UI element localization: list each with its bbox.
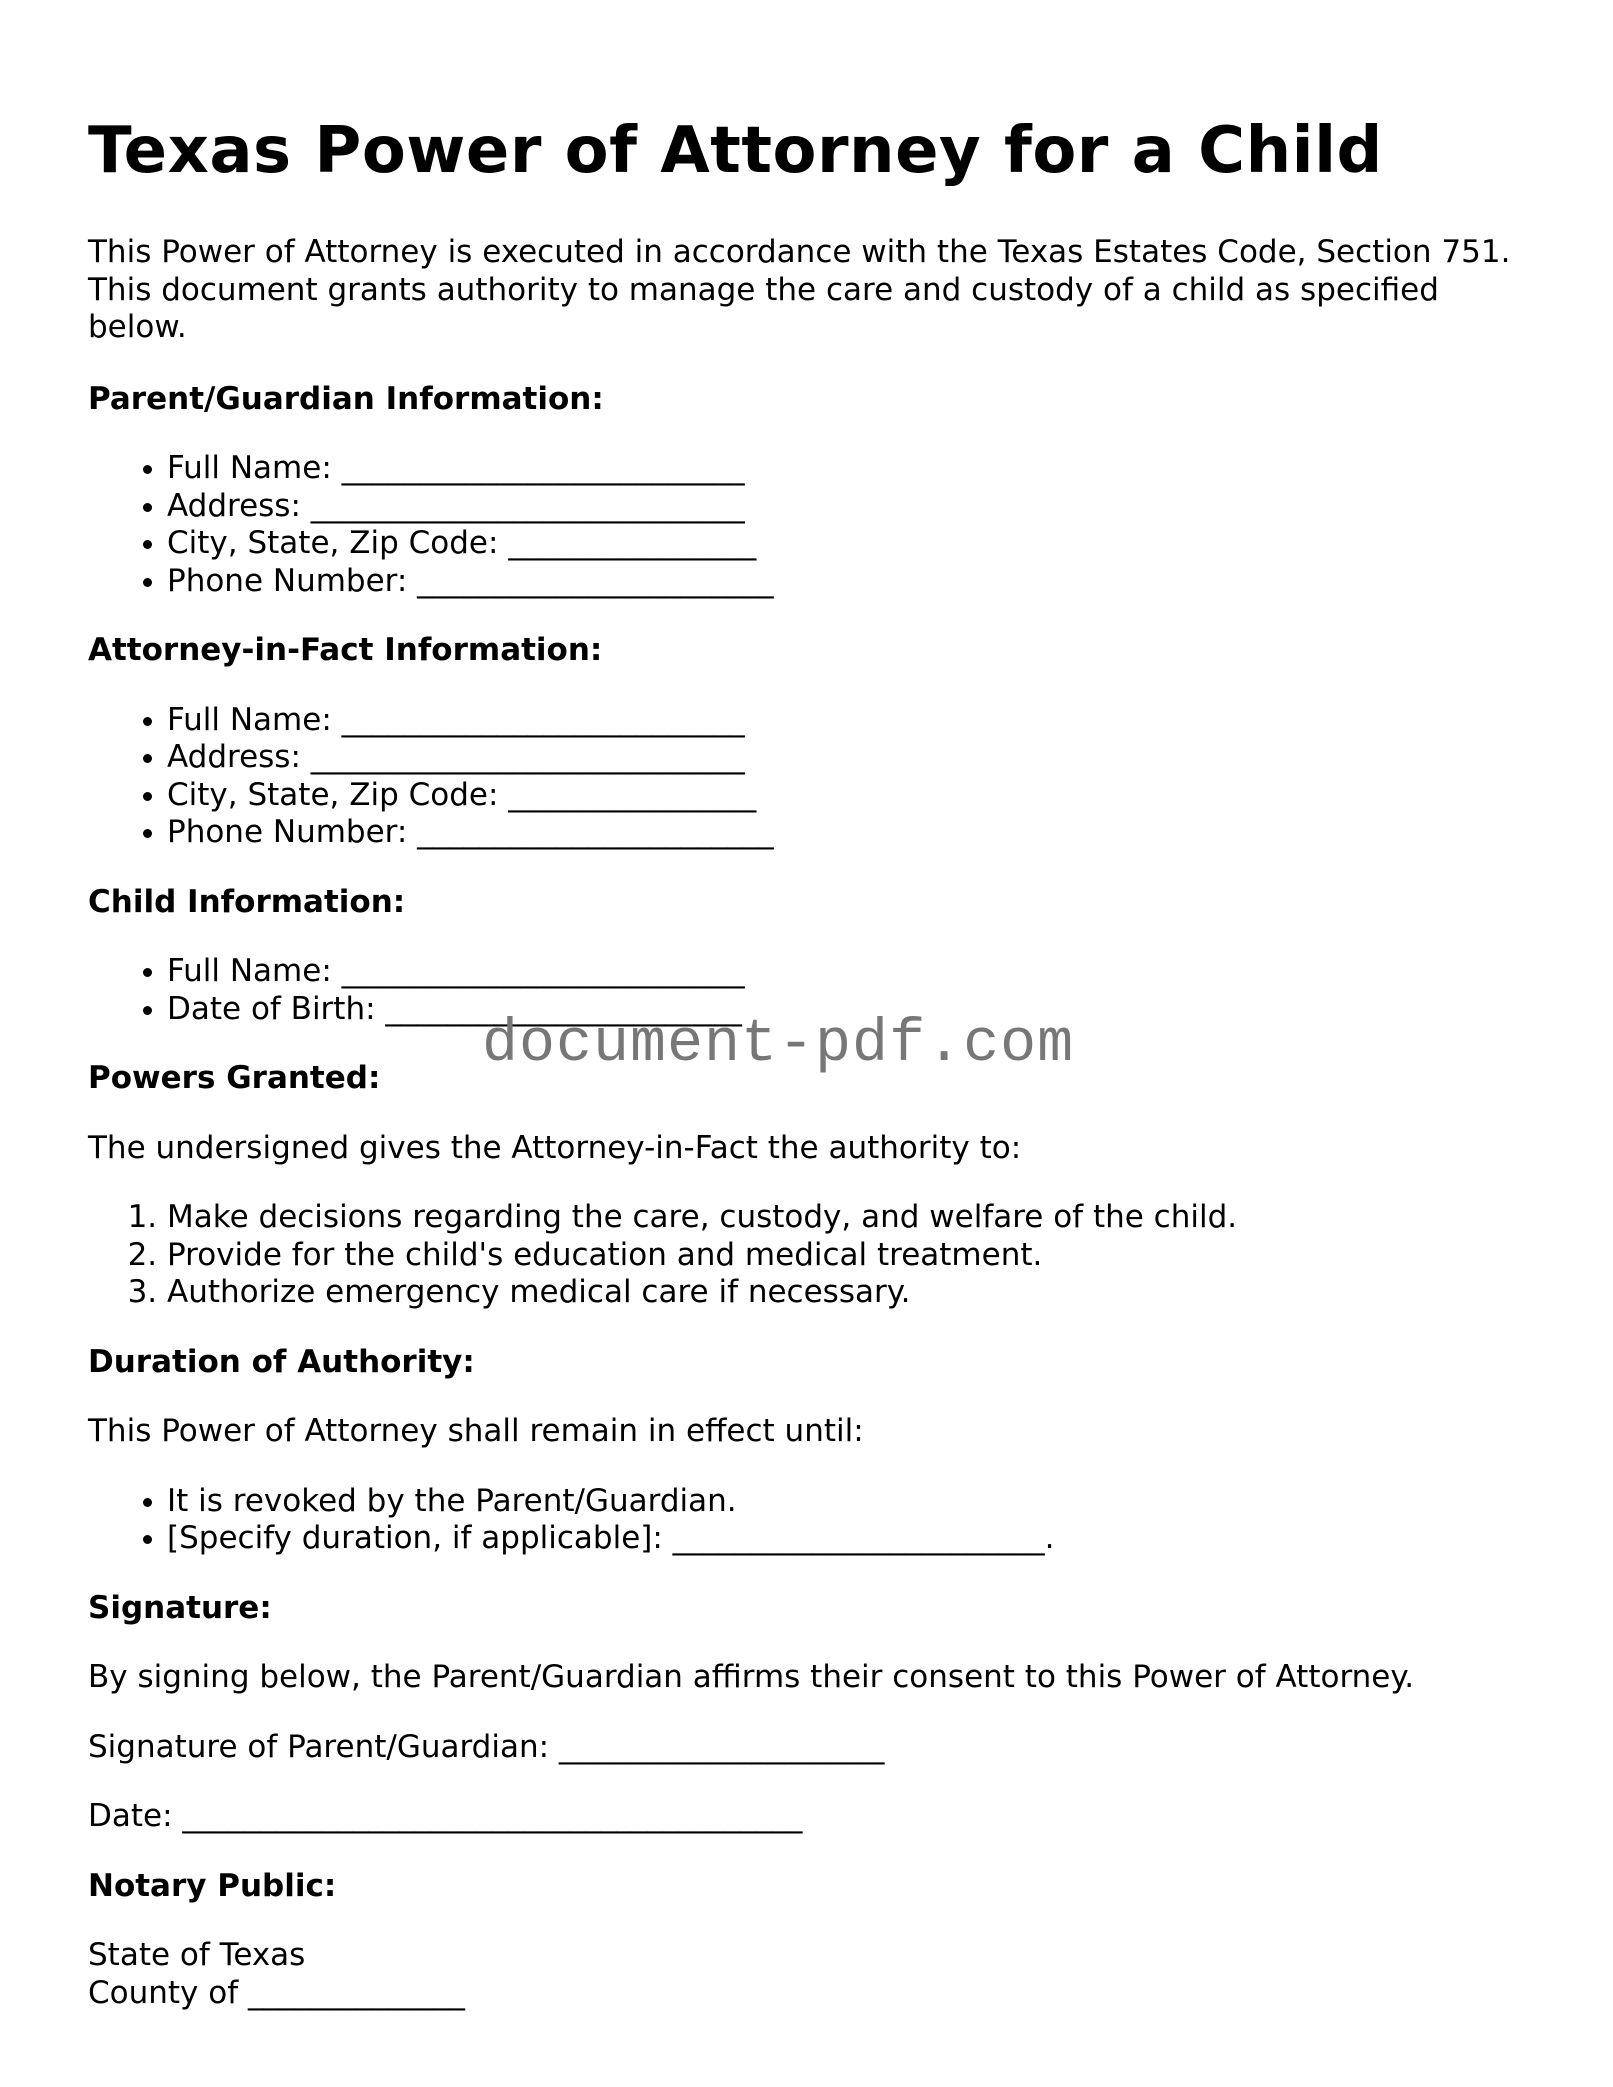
notary-state-line: State of Texas [88,1937,306,1973]
parent-city-state-zip-field: • City, State, Zip Code: ________________ [167,525,1528,563]
child-info-list [88,953,1528,1028]
duration-item: • It is revoked by the Parent/Guardian. [167,1483,1528,1521]
signature-section-heading: Signature: [88,1589,272,1626]
powers-section-heading: Powers Granted: [88,1060,381,1096]
parent-info-list [88,450,1528,600]
attorney-address-field: • Address: ____________________________ [167,739,1528,777]
signature-consent-text: By signing below, the Parent/Guardian affirms their consent to this Power of Attorney. [88,1659,1415,1695]
attorney-section-heading: Attorney-in-Fact Information: [88,632,603,668]
document-page [88,110,1528,2044]
attorney-city-state-zip-field: • City, State, Zip Code: ________________ [167,777,1528,815]
duration-item: • [Specify duration, if applicable]: ________________________. [167,1520,1528,1558]
parent-full-name-field: • Full Name: __________________________ [167,450,1528,488]
document-title: Texas Power of Attorney for a Child [88,114,1383,188]
parent-section-heading: Parent/Guardian Information: [88,380,604,417]
signature-date-line: Date: ________________________________________ [88,1798,803,1834]
notary-section-heading: Notary Public: [88,1867,337,1904]
attorney-info-list [88,702,1528,852]
powers-intro-text: The undersigned gives the Attorney-in-Fact the authority to: [88,1129,1022,1166]
intro-paragraph: This Power of Attorney is executed in accordance with the Texas Estates Code, Section 751. This document grants authority to manage the care and custody of a child as specified below. [88,234,1511,345]
power-item: 2. Provide for the child's education and medical treatment. [167,1237,1528,1275]
notary-county-line: County of ______________ [88,1974,465,2011]
child-full-name-field: • Full Name: __________________________ [167,953,1528,991]
attorney-phone-field: • Phone Number: _______________________ [167,814,1528,852]
notary-venue [88,1937,1528,2012]
duration-list [88,1483,1528,1558]
watermark: document-pdf.com [482,1011,1075,1079]
parent-address-field: • Address: ____________________________ [167,488,1528,526]
powers-list [88,1199,1528,1312]
child-date-of-birth-field: • Date of Birth: _______________________ [167,991,1528,1029]
duration-intro-text: This Power of Attorney shall remain in effect until: [88,1413,864,1449]
power-item: 1. Make decisions regarding the care, custody, and welfare of the child. [167,1199,1528,1237]
power-item: 3. Authorize emergency medical care if necessary. [167,1274,1528,1312]
child-section-heading: Child Information: [88,883,406,920]
parent-phone-field: • Phone Number: _______________________ [167,563,1528,601]
parent-signature-line: Signature of Parent/Guardian: _____________________ [88,1728,885,1765]
duration-section-heading: Duration of Authority: [88,1343,475,1380]
attorney-full-name-field: • Full Name: __________________________ [167,702,1528,740]
